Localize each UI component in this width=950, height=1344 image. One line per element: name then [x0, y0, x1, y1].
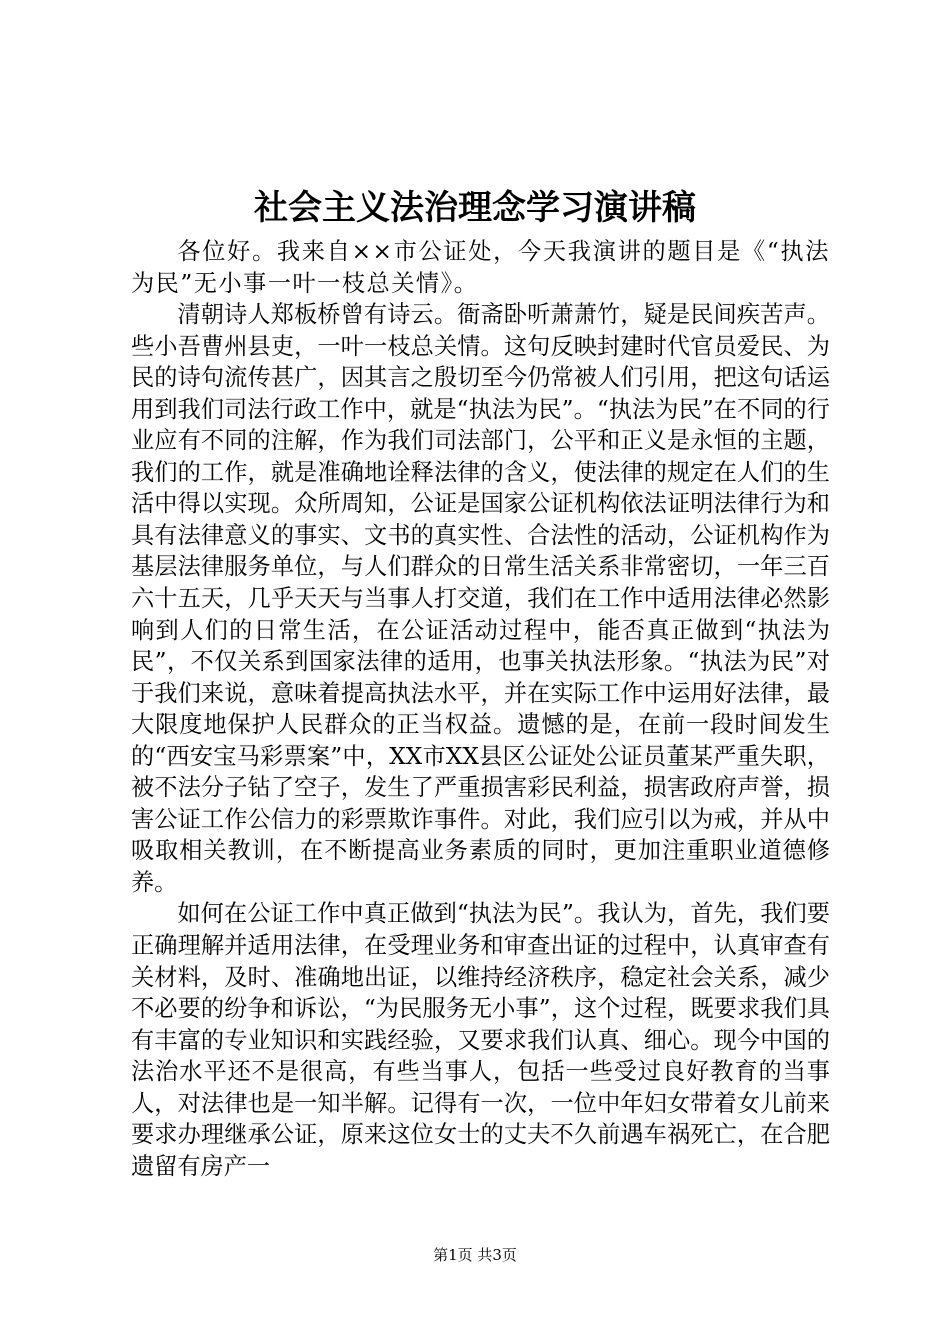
document-title: 社会主义法治理念学习演讲稿	[254, 188, 696, 228]
document-body	[131, 236, 830, 1182]
paragraph-introduction: 清朝诗人郑板桥曾有诗云。衙斋卧听萧萧竹，疑是民间疾苦声。些小吾曹州县吏，一叶一枝总关情。这句反映封建时代官员爱民、为民的诗句流传甚广，因其言之殷切至今仍常被人们引用，把这句话运用到我们司法行政工作中，就是“执法为民”。“执法为民”在不同的行业应有不同的注解，作为我们司法部门，公平和正义是永恒的主题，我们的工作，就是准确地诠释法律的含义，使法律的规定在人们的生活中得以实现。众所周知，公证是国家公证机构依法证明法律行为和具有法律意义的事实、文书的真实性、合法性的活动，公证机构作为基层法律服务单位，与人们群众的日常生活关系非常密切，一年三百六十五天，几乎天天与当事人打交道，我们在工作中适用法律必然影响到人们的日常生活，在公证活动过程中，能否真正做到“执法为民”，不仅关系到国家法律的适用，也事关执法形象。“执法为民”对于我们来说，意味着提高执法水平，并在实际工作中运用好法律，最大限度地保护人民群众的正当权益。遗憾的是，在前一段时间发生的“西安宝马彩票案”中，XX市XX县区公证处公证员董某严重失职，被不法分子钻了空子，发生了严重损害彩民利益，损害政府声誉，损害公证工作公信力的彩票欺诈事件。对此，我们应引以为戒，并从中吸取相关教训，在不断提高业务素质的同时，更加注重职业道德修养。	[131, 301, 830, 896]
page-footer: 第1页 共3页	[433, 1246, 517, 1264]
paragraph-greeting: 各位好。我来自××市公证处，今天我演讲的题目是《“执法为民”无小事一叶一枝总关情》。	[131, 238, 830, 297]
paragraph-how-to: 如何在公证工作中真正做到“执法为民”。我认为，首先，我们要正确理解并适用法律，在受理业务和审查出证的过程中，认真审查有关材料，及时、准确地出证，以维持经济秩序，稳定社会关系，减少不必要的纷争和诉讼，“为民服务无小事”，这个过程，既要求我们具有丰富的专业知识和实践经验，又要求我们认真、细心。现今中国的法治水平还不是很高，有些当事人，包括一些受过良好教育的当事人，对法律也是一知半解。记得有一次，一位中年妇女带着女儿前来要求办理继承公证，原来这位女士的丈夫不久前遇车祸死亡，在合肥遗留有房产一	[131, 900, 830, 1180]
